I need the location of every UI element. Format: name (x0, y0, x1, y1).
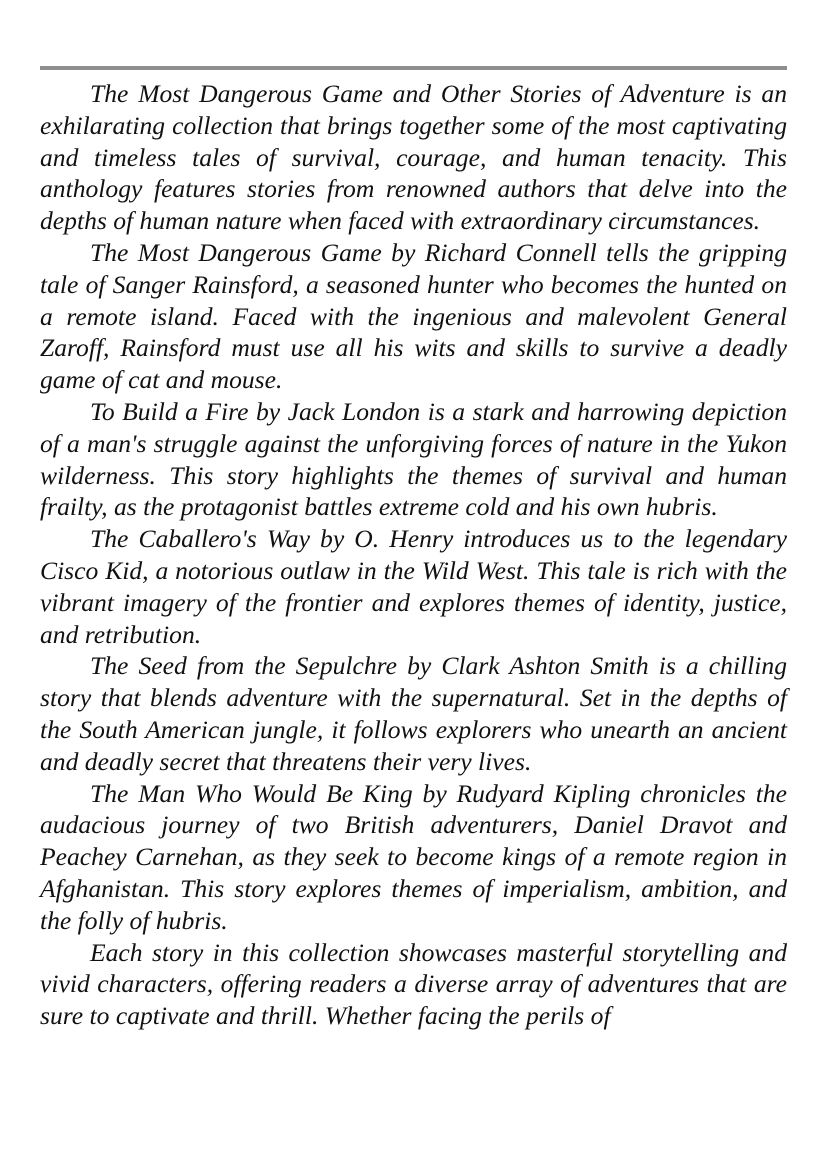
paragraph-seed-from-sepulchre: The Seed from the Sepulchre by Clark Ashton Smith is a chilling story that blends adventure with the supernatural. Set in the depths of the South American jungle, it follows explorers who unearth an ancient and deadly secret that threatens their very lives. (40, 651, 787, 776)
paragraph-to-build-a-fire: To Build a Fire by Jack London is a stark and harrowing depiction of a man's struggle against the unforgiving forces of nature in the Yukon wilderness. This story highlights the themes of survival and human frailty, as the protagonist battles extreme cold and his own hubris. (40, 396, 787, 522)
top-rule-divider (40, 66, 787, 70)
paragraph-intro: The Most Dangerous Game and Other Stories of Adventure is an exhilarating collection that brings together some of the most captivating and timeless tales of survival, courage, and human tenacity. This anthology features stories from renowned authors that delve into the depths of human nature when faced with extraordinary circumstances. (40, 79, 787, 236)
body-text (40, 78, 787, 1032)
paragraph-man-who-would-be-king: The Man Who Would Be King by Rudyard Kipling chronicles the audacious journey of two British adventurers, Daniel Dravot and Peachey Carnehan, as they seek to become kings of a remote region in Afghanistan. This story explores themes of imperialism, ambition, and the folly of hubris. (40, 778, 787, 935)
paragraph-most-dangerous-game: The Most Dangerous Game by Richard Connell tells the gripping tale of Sanger Rainsford, a seasoned hunter who becomes the hunted on a remote island. Faced with the ingenious and malevolent General Zaroff, Rainsford must use all his wits and skills to survive a deadly game of cat and mouse. (40, 237, 787, 395)
paragraph-closing: Each story in this collection showcases masterful storytelling and vivid characters, offering readers a diverse array of adventures that are sure to captivate and thrill. Whether facing the perils of (40, 937, 787, 1031)
paragraph-caballeros-way: The Caballero's Way by O. Henry introduces us to the legendary Cisco Kid, a notorious outlaw in the Wild West. This tale is rich with the vibrant imagery of the frontier and explores themes of identity, justice, and retribution. (40, 524, 787, 649)
